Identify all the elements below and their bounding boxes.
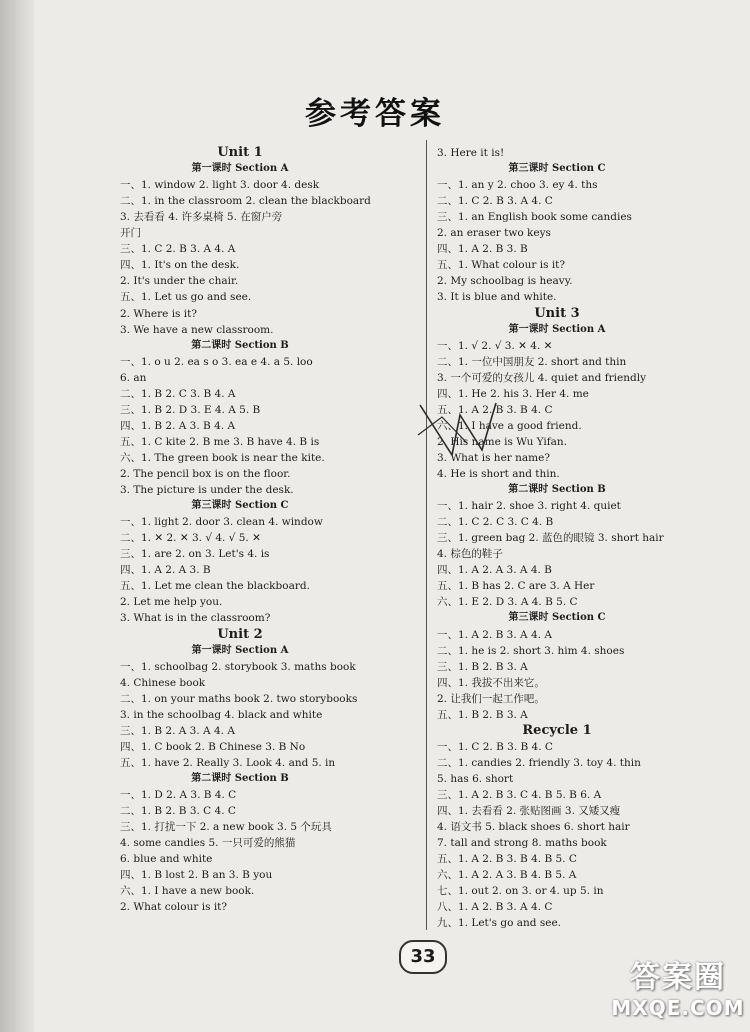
answer-line: 五、1. A 2. B 3. B 4. C <box>437 403 553 416</box>
column-divider <box>426 140 427 930</box>
answer-line: 三、1. are 2. on 3. Let's 4. is <box>120 548 270 561</box>
answer-line: 一、1. schoolbag 2. storybook 3. maths book <box>120 660 356 673</box>
answer-line: 五、1. What colour is it? <box>437 259 566 272</box>
answer-line: 二、1. ✕ 2. ✕ 3. √ 4. √ 5. ✕ <box>120 532 261 545</box>
answer-line: 二、1. B 2. B 3. C 4. C <box>120 805 236 818</box>
answer-line: 3. It is blue and white. <box>437 291 557 304</box>
answer-line: 2. His name is Wu Yifan. <box>437 435 568 448</box>
answer-line: 2. an eraser two keys <box>437 227 551 240</box>
section-heading: 第三课时 Section C <box>508 163 606 175</box>
answer-line: 二、1. C 2. B 3. A 4. C <box>437 195 553 208</box>
answer-line: 开门 <box>120 227 141 240</box>
answer-line: 四、1. B lost 2. B an 3. B you <box>120 869 273 882</box>
answer-line: 六、1. E 2. D 3. A 4. B 5. C <box>437 596 578 609</box>
answer-line: 一、1. light 2. door 3. clean 4. window <box>120 516 323 529</box>
answer-line: 五、1. Let me clean the blackboard. <box>120 580 310 593</box>
answer-line: 五、1. have 2. Really 3. Look 4. and 5. in <box>120 756 336 769</box>
answer-line: 八、1. A 2. B 3. A 4. C <box>437 901 553 914</box>
answer-line: 三、1. A 2. B 3. C 4. B 5. B 6. A <box>437 789 602 801</box>
watermark-logo-text: 答案圈 <box>630 960 726 995</box>
answer-line: 3. Here it is! <box>437 147 505 159</box>
unit-heading: Unit 2 <box>217 626 263 642</box>
answer-line: 六、1. The green book is near the kite. <box>120 451 325 464</box>
section-heading: 第一课时 Section A <box>191 644 289 656</box>
unit-heading: Recycle 1 <box>522 722 592 738</box>
answer-line: 四、1. A 2. A 3. B <box>120 564 211 577</box>
answer-line: 四、1. 去看看 2. 张贴图画 3. 又矮又瘦 <box>437 805 621 818</box>
answer-line: 三、1. C 2. B 3. A 4. A <box>120 243 236 256</box>
answer-line: 一、1. D 2. A 3. B 4. C <box>120 789 237 801</box>
watermark <box>608 960 748 1020</box>
answer-line: 四、1. A 2. B 3. B <box>437 243 528 256</box>
answer-line: 二、1. 一位中国朋友 2. short and thin <box>437 355 627 368</box>
answer-line: 三、1. B 2. B 3. A <box>437 660 528 673</box>
answer-line: 3. 一个可爱的女孩儿 4. quiet and friendly <box>437 371 646 384</box>
section-heading: 第二课时 Section B <box>191 339 289 351</box>
section-heading: 第二课时 Section B <box>508 484 606 496</box>
section-heading: 第三课时 Section C <box>508 612 606 624</box>
answer-line: 2. Let me help you. <box>120 596 223 609</box>
answer-line: 四、1. B 2. A 3. B 4. A <box>120 419 236 432</box>
answer-line: 3. The picture is under the desk. <box>120 484 294 497</box>
answer-line: 四、1. He 2. his 3. Her 4. me <box>437 387 589 400</box>
answer-line: 2. My schoolbag is heavy. <box>437 275 573 288</box>
answer-line: 一、1. hair 2. shoe 3. right 4. quiet <box>437 500 621 513</box>
answer-line: 三、1. green bag 2. 蓝色的眼镜 3. short hair <box>437 532 664 545</box>
answer-line: 7. tall and strong 8. maths book <box>437 837 607 850</box>
answer-line: 4. He is short and thin. <box>437 468 560 480</box>
answer-line: 一、1. window 2. light 3. door 4. desk <box>120 179 320 192</box>
answer-line: 3. We have a new classroom. <box>120 323 274 336</box>
answer-line: 四、1. C book 2. B Chinese 3. B No <box>120 740 306 753</box>
answer-line: 三、1. 打扰一下 2. a new book 3. 5 个玩具 <box>120 821 332 834</box>
answer-line: 2. Where is it? <box>120 307 197 320</box>
answer-line: 3. What is in the classroom? <box>120 612 271 625</box>
answer-line: 九、1. Let's go and see. <box>437 917 561 930</box>
watermark-site: MXQE.COM <box>611 996 745 1020</box>
answer-line: 一、1. an y 2. choo 3. ey 4. ths <box>437 179 598 192</box>
answer-line: 六、1. I have a good friend. <box>437 419 582 432</box>
answer-line: 六、1. I have a new book. <box>120 885 255 898</box>
answer-line: 3. What is her name? <box>437 451 550 464</box>
page-title: 参考答案 <box>305 96 445 132</box>
unit-heading: Unit 3 <box>534 305 580 321</box>
answer-line: 6. blue and white <box>120 853 213 866</box>
answer-line: 三、1. an English book some candies <box>437 211 632 224</box>
answer-line: 四、1. It's on the desk. <box>120 259 240 272</box>
answer-line: 二、1. in the classroom 2. clean the blackboard <box>120 195 371 208</box>
answer-line: 一、1. A 2. B 3. A 4. A <box>437 628 552 641</box>
answer-line: 二、1. he is 2. short 3. him 4. shoes <box>437 644 625 657</box>
answer-line: 五、1. B 2. B 3. A <box>437 708 528 721</box>
answer-line: 五、1. A 2. B 3. B 4. B 5. C <box>437 853 577 866</box>
answer-line: 二、1. B 2. C 3. B 4. A <box>120 387 236 400</box>
answer-line: 4. some candies 5. 一只可爱的熊猫 <box>120 837 296 850</box>
answer-line: 6. an <box>120 371 147 384</box>
answer-line: 二、1. on your maths book 2. two storybooks <box>120 692 358 705</box>
section-heading: 第一课时 Section A <box>508 323 606 335</box>
answer-line: 三、1. B 2. D 3. E 4. A 5. B <box>120 403 261 416</box>
answer-line: 二、1. candies 2. friendly 3. toy 4. thin <box>437 756 641 769</box>
answer-line: 3. 去看看 4. 许多桌椅 5. 在窗户旁 <box>120 211 283 224</box>
page-number: 33 <box>399 940 447 974</box>
answer-line: 一、1. o u 2. ea s o 3. ea e 4. a 5. loo <box>120 355 313 368</box>
section-heading: 第一课时 Section A <box>191 163 289 175</box>
answer-line: 七、1. out 2. on 3. or 4. up 5. in <box>437 885 604 898</box>
scribble-mark <box>412 395 502 465</box>
answer-line: 三、1. B 2. A 3. A 4. A <box>120 724 235 737</box>
unit-heading: Unit 1 <box>217 145 263 160</box>
answer-line: 4. Chinese book <box>120 676 206 689</box>
section-heading: 第二课时 Section B <box>191 772 289 784</box>
answer-line: 3. in the schoolbag 4. black and white <box>120 708 323 721</box>
answer-line: 四、1. A 2. A 3. A 4. B <box>437 564 552 577</box>
answer-line: 5. has 6. short <box>437 772 514 785</box>
answer-line: 五、1. Let us go and see. <box>120 291 252 304</box>
answer-line: 4. 语文书 5. black shoes 6. short hair <box>437 821 630 834</box>
answer-line: 4. 棕色的鞋子 <box>437 548 503 561</box>
answer-line: 四、1. 我拔不出来它。 <box>437 676 545 689</box>
section-heading: 第三课时 Section C <box>191 500 289 512</box>
answer-line: 2. 让我们一起工作吧。 <box>437 692 545 705</box>
answer-line: 2. The pencil box is on the floor. <box>120 468 291 480</box>
answer-line: 二、1. C 2. C 3. C 4. B <box>437 516 554 529</box>
answer-line: 五、1. B has 2. C are 3. A Her <box>437 580 595 593</box>
answer-line: 2. What colour is it? <box>120 901 228 914</box>
answer-line: 一、1. C 2. B 3. B 4. C <box>437 740 553 753</box>
answer-line: 2. It's under the chair. <box>120 275 239 288</box>
answer-line: 五、1. C kite 2. B me 3. B have 4. B is <box>120 435 320 448</box>
answer-line: 一、1. √ 2. √ 3. ✕ 4. ✕ <box>437 339 553 352</box>
binding-gutter <box>0 0 34 1032</box>
answer-line: 六、1. A 2. A 3. B 4. B 5. A <box>437 869 577 882</box>
